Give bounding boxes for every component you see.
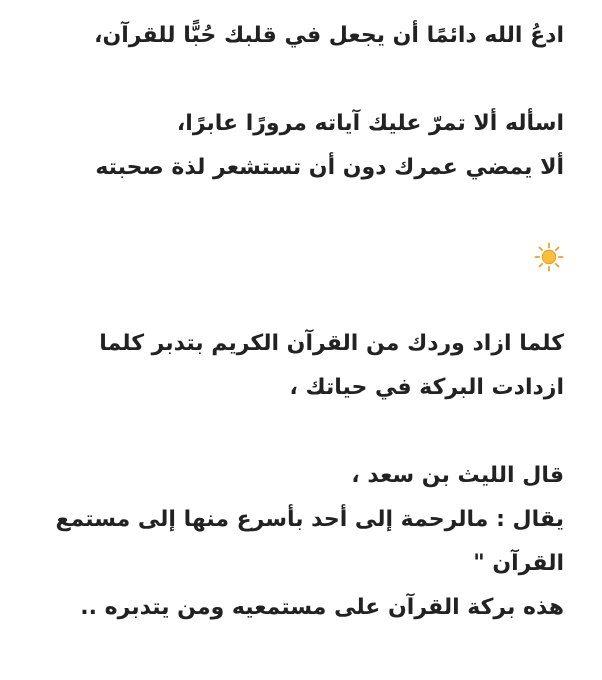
text-line: ازدادت البركة في حياتك ، [289, 375, 564, 400]
text-line: كلما ازاد وردك من القرآن الكريم بتدبر كلما [99, 331, 564, 356]
post-body [30, 14, 564, 630]
text-line: ادعُ الله دائمًا أن يجعل في قلبك حُبًّا للقرآن، [94, 23, 564, 48]
sun-icon [534, 242, 564, 272]
text-line: ألا يمضي عمرك دون أن تستشعر لذة صحبته [95, 155, 564, 180]
text-line: يقال : مالرحمة إلى أحد بأسرع منها إلى مستمع [55, 507, 564, 532]
text-line: اسأله ألا تمرّ عليك آياته مرورًا عابرًا، [176, 111, 564, 136]
emoji-row [30, 234, 564, 278]
text-line: قال الليث بن سعد ، [351, 463, 564, 488]
text-line: هذه بركة القرآن على مستمعيه ومن يتدبره .. [80, 595, 564, 620]
text-line: القرآن " [473, 551, 564, 576]
